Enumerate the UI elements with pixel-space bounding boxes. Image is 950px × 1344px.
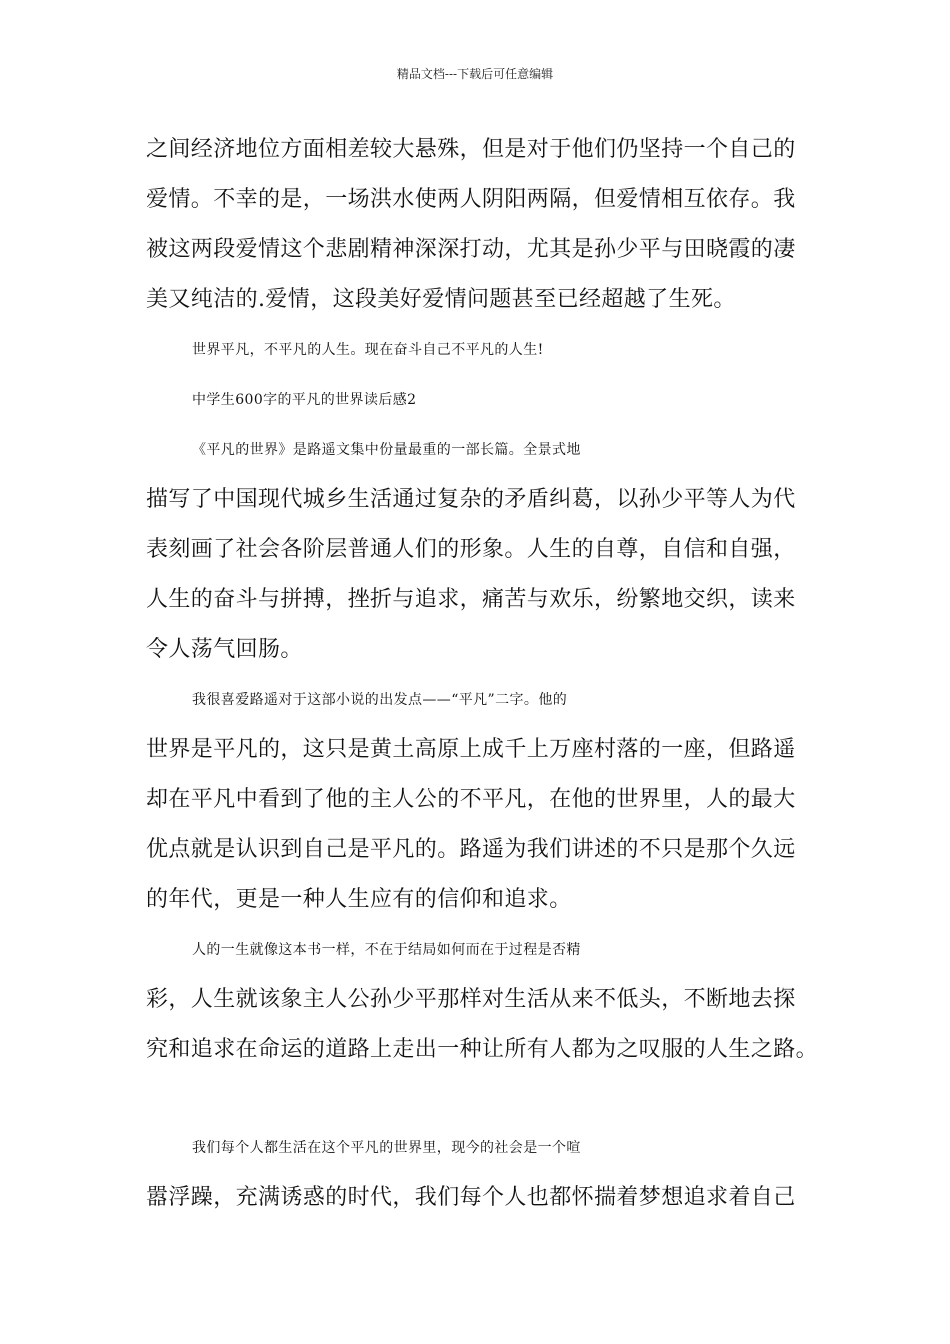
text-line: 描写了中国现代城乡生活通过复杂的矛盾纠葛，以孙少平等人为代 bbox=[146, 487, 796, 512]
text-line: 彩，人生就该象主人公孙少平那样对生活从来不低头，不断地去探 bbox=[146, 987, 796, 1012]
text-line: 究和追求在命运的道路上走出一种让所有人都为之叹服的人生之路。 bbox=[146, 1037, 819, 1062]
text-line: 优点就是认识到自己是平凡的。路遥为我们讲述的不只是那个久远 bbox=[146, 837, 796, 862]
text-line: 《平凡的世界》是路遥文集中份量最重的一部长篇。全景式地 bbox=[192, 442, 581, 458]
text-line: 的年代，更是一种人生应有的信仰和追求。 bbox=[146, 887, 572, 912]
text-line: 之间经济地位方面相差较大悬殊，但是对于他们仍坚持一个自己的 bbox=[146, 137, 796, 162]
text-line: 我很喜爱路遥对于这部小说的出发点——“平凡”二字。他的 bbox=[192, 692, 568, 708]
text-line: 美又纯洁的.爱情，这段美好爱情问题甚至已经超越了生死。 bbox=[146, 287, 736, 312]
text-line: 却在平凡中看到了他的主人公的不平凡，在他的世界里，人的最大 bbox=[146, 787, 796, 812]
text-line: 被这两段爱情这个悲剧精神深深打动，尤其是孙少平与田晓霞的凄 bbox=[146, 237, 796, 262]
page-header: 精品文档---下载后可任意编辑 bbox=[396, 67, 554, 81]
text-line: 我们每个人都生活在这个平凡的世界里，现今的社会是一个喧 bbox=[192, 1140, 581, 1156]
text-line: 世界平凡，不平凡的人生。现在奋斗自己不平凡的人生! bbox=[192, 342, 544, 358]
section-heading: 中学生600字的平凡的世界读后感2 bbox=[192, 392, 417, 408]
text-line: 人生的奋斗与拼搏，挫折与追求，痛苦与欢乐，纷繁地交织，读来 bbox=[146, 587, 796, 612]
text-line: 人的一生就像这本书一样，不在于结局如何而在于过程是否精 bbox=[192, 942, 581, 958]
text-line: 令人荡气回肠。 bbox=[146, 637, 303, 662]
text-line: 嚣浮躁，充满诱惑的时代，我们每个人也都怀揣着梦想追求着自己 bbox=[146, 1185, 796, 1210]
text-line: 表刻画了社会各阶层普通人们的形象。人生的自尊，自信和自强， bbox=[146, 537, 796, 562]
text-line: 爱情。不幸的是，一场洪水使两人阴阳两隔，但爱情相互依存。我 bbox=[146, 187, 796, 212]
text-line: 世界是平凡的，这只是黄土高原上成千上万座村落的一座，但路遥 bbox=[146, 737, 796, 762]
